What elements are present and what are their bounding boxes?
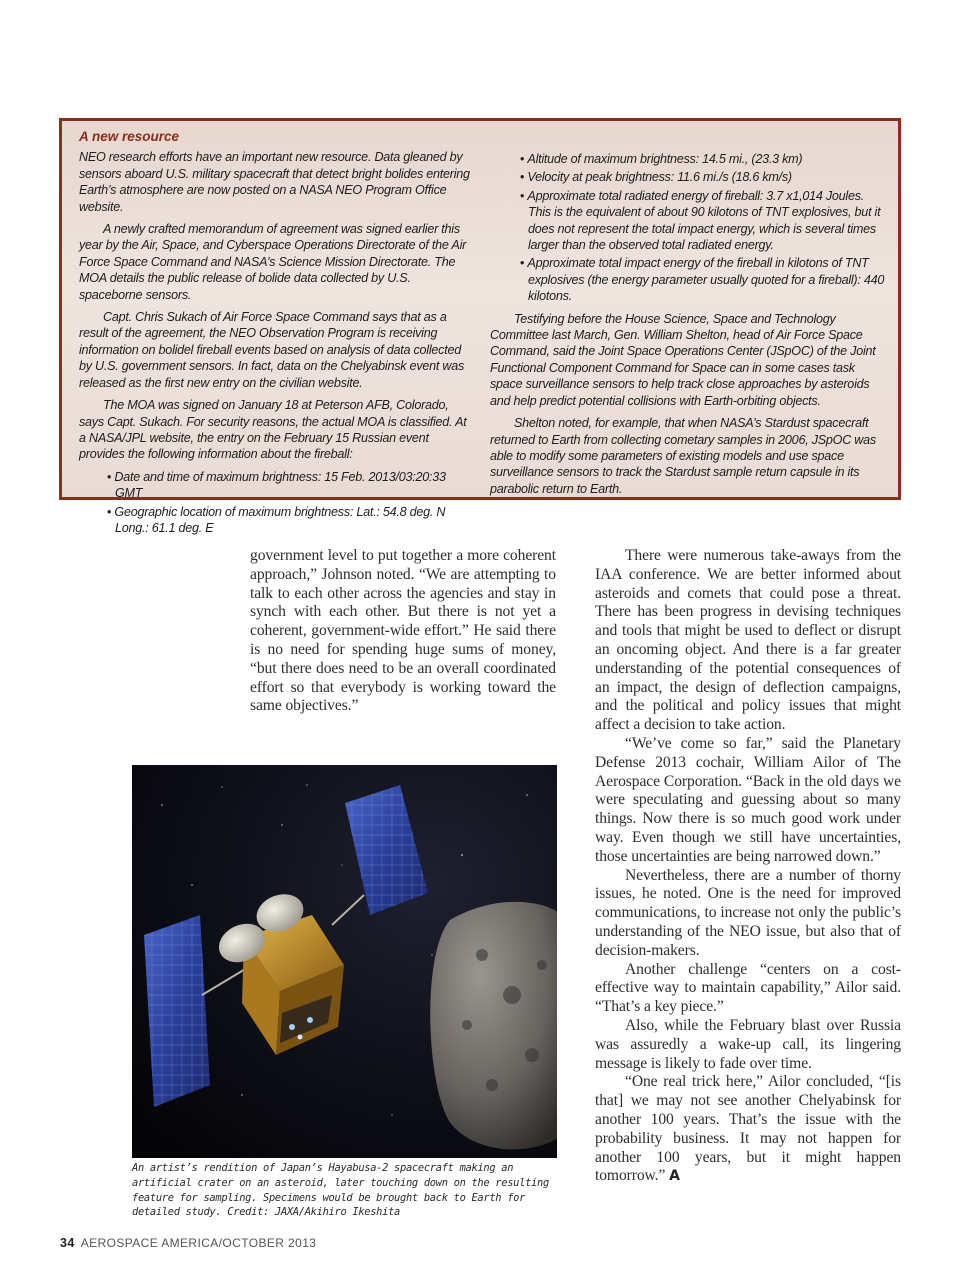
article-paragraph: Nevertheless, there are a number of thorny issues, he noted. One is the need for improved communications, to increase not only the public’s understanding of the NEO issue, but also that of decision-makers.	[595, 866, 901, 959]
asteroid	[430, 902, 557, 1150]
figure-caption: An artist’s rendition of Japan’s Hayabusa-2 spacecraft making an artificial crater on an asteroid, later touching down on the resulting feature for sampling. Specimens would be brought back to Earth for detailed study. Credit: JAXA/Akihiro Ikeshita	[132, 1162, 549, 1219]
fireball-data-item: • Approximate total radiated energy of fireball: 3.7 x1,014 Joules. This is the equivalent of about 90 kilotons of TNT explosives, but it does not represent the total impact energy, which is several times larger than the observed total radiated energy.	[520, 188, 886, 254]
article-paragraph: government level to put together a more coherent approach,” Johnson noted. “We are attempting to talk to each other across the agencies and stay in synch with each other. But there is not yet a coherent, government-wide effort.” He said there is no need for spending huge sums of money, “but there does need to be an overall coordinated effort so that everybody is working toward the same objectives.”	[250, 547, 556, 715]
sidebar-box	[59, 118, 901, 535]
article-paragraph: Another challenge “centers on a cost-effective way to maintain capability,” Ailor said. “That’s a key piece.”	[595, 960, 901, 1016]
sidebar-right-column	[490, 151, 886, 503]
article-paragraph	[595, 1073, 901, 1186]
fireball-data-list	[79, 469, 473, 537]
fireball-data-item: • Geographic location of maximum brightness: Lat.: 54.8 deg. N Long.: 61.1 deg. E	[107, 504, 473, 537]
end-mark-icon: A	[669, 1168, 680, 1185]
sidebar-paragraph: Shelton noted, for example, that when NASA’s Stardust spacecraft returned to Earth from collecting cometary samples in 2006, JSpOC was able to modify some parameters of existing models and use space surveillance sensors to track the Stardust sample return capsule in its parabolic return to Earth.	[490, 416, 876, 496]
fireball-data-item: • Velocity at peak brightness: 11.6 mi./s (18.6 km/s)	[520, 169, 886, 185]
publication-name: AEROSPACE AMERICA/OCTOBER 2013	[80, 1236, 317, 1250]
sidebar-paragraph: Testifying before the House Science, Space and Technology Committee last March, Gen. William Shelton, head of Air Force Space Command, said the Joint Space Operations Center (JSpOC) of the Joint Functional Component Command for Space can in some cases task space surveillance sensors to help track close approaches by asteroids and help predict potential collisions with Earth-orbiting objects.	[490, 311, 876, 408]
article-paragraph: “We’ve come so far,” said the Planetary Defense 2013 cochair, William Ailor of The Aerospace Corporation. “Back in the old days we were speculating and guessing about so many things. Now there is so much good work under way. Even though we still have uncertainties, those uncertainties are being narrowed down.”	[595, 734, 901, 865]
sidebar-paragraph: Capt. Chris Sukach of Air Force Space Command says that as a result of the agreement, the NEO Observation Program is receiving information on bolidel fireball events based on analysis of data collected by U.S. government sensors. In fact, data on the Chelyabinsk event was released as the first new entry on the civilian website.	[79, 310, 465, 390]
sidebar-paragraph: The MOA was signed on January 18 at Peterson AFB, Colorado, says Capt. Sukach. For security reasons, the actual MOA is classified. At a NASA/JPL website, the entry on the February 15 Russian event provides the following information about the fireball:	[79, 398, 467, 462]
page-number: 34	[60, 1236, 75, 1250]
sidebar-paragraph: NEO research efforts have an important new resource. Data gleaned by sensors aboard U.S. military spacecraft that detect bright bolides entering Earth’s atmosphere are now posted on a NASA NEO Program Office website.	[79, 150, 470, 214]
page-footer	[60, 1236, 316, 1250]
fireball-data-item: • Approximate total impact energy of the fireball in kilotons of TNT explosives (the energy parameter usually quoted for a fireball): 440 kilotons.	[520, 255, 886, 304]
fireball-data-list	[490, 151, 886, 305]
article-paragraph: Also, while the February blast over Russia was assuredly a wake-up call, its lingering message is likely to fade over time.	[595, 1016, 901, 1072]
fireball-data-item: • Date and time of maximum brightness: 15 Feb. 2013/03:20:33 GMT	[107, 469, 473, 502]
sidebar-paragraph: A newly crafted memorandum of agreement was signed earlier this year by the Air, Space, and Cyberspace Operations Directorate of the Air Force Space Command and NASA’s Science Mission Directorate. The MOA details the public release of bolide data collected by U.S. spaceborne sensors.	[79, 222, 467, 302]
fireball-data-item: • Altitude of maximum brightness: 14.5 mi., (23.3 km)	[520, 151, 886, 167]
article-column-right	[595, 547, 901, 1186]
sidebar-title: A new resource	[79, 129, 180, 144]
solar-panel-lower	[144, 915, 210, 1107]
hayabusa2-illustration	[132, 765, 557, 1158]
article-paragraph: There were numerous take-aways from the IAA conference. We are better informed about asteroids and comets that could pose a threat. There has been progress in devising techniques and tools that might be used to deflect or disrupt an oncoming object. And there is a far greater understanding of the potential consequences of an impact, the design of deflection campaigns, and the political and policy issues that might affect a decision to take action.	[595, 547, 901, 734]
article-column-middle	[250, 547, 556, 716]
article-paragraph-text: “One real trick here,” Ailor concluded, “[is that] we may not see another Chelyabinsk for another 100 years. That’s the issue with the probability business. It may not happen for another 100 years, but it might happen tomorrow.”	[595, 1073, 901, 1185]
sidebar-left-column	[79, 129, 473, 542]
